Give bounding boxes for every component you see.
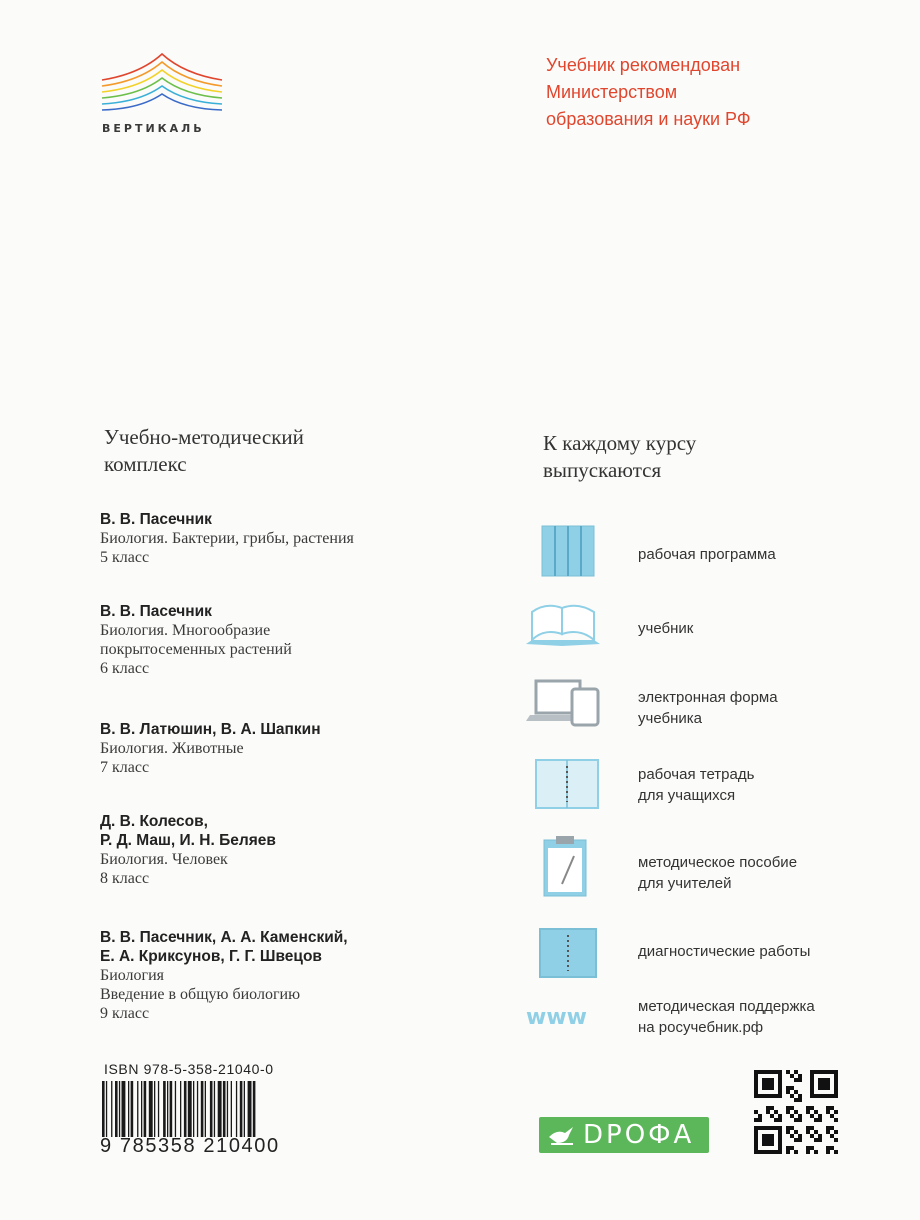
qr-module (810, 1070, 814, 1074)
qr-module (754, 1094, 758, 1098)
book-title: Биология (100, 967, 165, 984)
qr-module (818, 1094, 822, 1098)
qr-module (810, 1106, 814, 1110)
qr-module (834, 1074, 838, 1078)
qr-module (770, 1150, 774, 1154)
barcode-bar (119, 1081, 120, 1137)
bird-icon (547, 1123, 577, 1147)
folders-icon (522, 524, 604, 580)
qr-module (794, 1110, 798, 1114)
qr-module (822, 1082, 826, 1086)
qr-module (818, 1138, 822, 1142)
qr-module (810, 1074, 814, 1078)
barcode-bar (175, 1081, 176, 1137)
material-label: методическое пособие для учителей (638, 854, 798, 892)
qr-module (754, 1142, 758, 1146)
qr-module (778, 1074, 782, 1078)
material-item (522, 836, 862, 896)
qr-module (778, 1086, 782, 1090)
material-item (522, 925, 862, 985)
qr-module (758, 1118, 762, 1122)
qr-module (766, 1106, 770, 1110)
barcode-bar (154, 1081, 155, 1137)
barcode-bar (106, 1081, 107, 1137)
qr-module (814, 1138, 818, 1142)
material-label: учебник (638, 620, 694, 637)
book-authors: Д. В. Колесов, (100, 813, 208, 830)
book-grade: 9 класс (100, 1005, 150, 1022)
qr-module (754, 1138, 758, 1142)
book-title: Биология. Животные (100, 740, 244, 757)
qr-module (818, 1070, 822, 1074)
qr-module (770, 1142, 774, 1146)
qr-module (766, 1094, 770, 1098)
qr-module (834, 1150, 838, 1154)
barcode-number: 9 785358 210400 (100, 1135, 280, 1157)
barcode-bar (122, 1081, 126, 1137)
qr-module (834, 1086, 838, 1090)
qr-module (766, 1142, 770, 1146)
book-entry (100, 510, 354, 567)
material-item (522, 675, 862, 735)
qr-module (834, 1090, 838, 1094)
clipboard-icon (522, 836, 604, 898)
barcode-bar (197, 1081, 198, 1137)
barcode-bar (236, 1081, 237, 1137)
qr-module (830, 1126, 834, 1130)
devices-icon (522, 675, 604, 731)
qr-module (798, 1118, 802, 1122)
qr-module (790, 1146, 794, 1150)
qr-module (810, 1134, 814, 1138)
qr-module (754, 1082, 758, 1086)
qr-module (790, 1086, 794, 1090)
qr-module (770, 1078, 774, 1082)
qr-module (754, 1070, 758, 1074)
qr-module (770, 1134, 774, 1138)
qr-module (814, 1118, 818, 1122)
material-item (522, 992, 862, 1052)
barcode-bar (149, 1081, 153, 1137)
vertikal-logo (100, 50, 224, 120)
barcode-bar (111, 1081, 112, 1137)
material-item (522, 524, 862, 584)
barcode (100, 1081, 296, 1137)
barcode-bar (102, 1081, 105, 1137)
barcode-bar (223, 1081, 226, 1137)
qr-module (766, 1086, 770, 1090)
qr-module (758, 1070, 762, 1074)
qr-module (818, 1118, 822, 1122)
qr-module (790, 1114, 794, 1118)
qr-module (770, 1138, 774, 1142)
umk-heading: Учебно-методический комплекс (104, 425, 304, 476)
barcode-bar (253, 1081, 256, 1137)
qr-module (778, 1142, 782, 1146)
qr-module (826, 1146, 830, 1150)
material-item (522, 600, 862, 660)
barcode-bar (244, 1081, 245, 1137)
qr-module (830, 1146, 834, 1150)
recommendation-line: Учебник рекомендован (546, 55, 741, 75)
barcode-bar (131, 1081, 134, 1137)
qr-module (794, 1098, 798, 1102)
qr-module (762, 1094, 766, 1098)
barcode-bar (137, 1081, 138, 1137)
qr-module (806, 1130, 810, 1134)
qr-module (826, 1070, 830, 1074)
qr-module (766, 1110, 770, 1114)
qr-module (778, 1082, 782, 1086)
qr-module (758, 1126, 762, 1130)
barcode-bar (201, 1081, 204, 1137)
qr-module (794, 1138, 798, 1142)
qr-module (770, 1070, 774, 1074)
qr-module (826, 1130, 830, 1134)
qr-module (826, 1150, 830, 1154)
qr-module (798, 1114, 802, 1118)
book-title: Биология. Многообразие (100, 622, 271, 639)
qr-module (826, 1078, 830, 1082)
qr-module (766, 1134, 770, 1138)
qr-module (770, 1086, 774, 1090)
qr-module (834, 1094, 838, 1098)
qr-module (826, 1094, 830, 1098)
book-entry (100, 720, 321, 777)
qr-module (818, 1134, 822, 1138)
barcode-bar (167, 1081, 168, 1137)
qr-module (762, 1126, 766, 1130)
qr-module (786, 1090, 790, 1094)
qr-module (798, 1074, 802, 1078)
qr-module (762, 1086, 766, 1090)
barcode-bar (231, 1081, 232, 1137)
qr-module (762, 1138, 766, 1142)
qr-module (778, 1094, 782, 1098)
barcode-bar (170, 1081, 173, 1137)
qr-module (754, 1090, 758, 1094)
material-label: рабочая программа (638, 546, 776, 563)
qr-module (774, 1094, 778, 1098)
book-authors: В. В. Латюшин, В. А. Шапкин (100, 721, 321, 738)
qr-module (770, 1094, 774, 1098)
notebook-closed-icon (522, 925, 604, 981)
qr-module (814, 1094, 818, 1098)
qr-module (766, 1126, 770, 1130)
qr-module (778, 1126, 782, 1130)
qr-module (786, 1070, 790, 1074)
qr-module (758, 1114, 762, 1118)
barcode-bar (128, 1081, 129, 1137)
qr-module (814, 1070, 818, 1074)
qr-module (766, 1082, 770, 1086)
brand-text: DPOФA (583, 1120, 695, 1150)
material-label: рабочая тетрадь для учащихся (638, 766, 755, 804)
qr-module (774, 1070, 778, 1074)
barcode-bar (205, 1081, 206, 1137)
qr-module (766, 1070, 770, 1074)
isbn-text: ISBN 978-5-358-21040-0 (104, 1061, 274, 1077)
barcode-bar (210, 1081, 213, 1137)
qr-module (794, 1150, 798, 1154)
qr-module (818, 1114, 822, 1118)
qr-module (778, 1078, 782, 1082)
qr-module (754, 1118, 758, 1122)
qr-module (786, 1126, 790, 1130)
qr-module (774, 1126, 778, 1130)
qr-module (754, 1078, 758, 1082)
qr-module (786, 1106, 790, 1110)
qr-module (818, 1082, 822, 1086)
qr-module (818, 1086, 822, 1090)
qr-module (794, 1130, 798, 1134)
barcode-bar (163, 1081, 166, 1137)
book-entry (100, 928, 348, 1023)
book-entry (100, 602, 292, 678)
qr-module (810, 1090, 814, 1094)
qr-module (826, 1106, 830, 1110)
qr-module (830, 1094, 834, 1098)
book-authors: Е. А. Криксунов, Г. Г. Швецов (100, 948, 322, 965)
qr-module (754, 1134, 758, 1138)
qr-module (754, 1110, 758, 1114)
qr-module (806, 1126, 810, 1130)
book-title: покрытосеменных растений (100, 641, 292, 658)
qr-module (794, 1118, 798, 1122)
material-label: электронная форма учебника (638, 689, 778, 727)
barcode-bar (141, 1081, 142, 1137)
book-authors: Р. Д. Маш, И. Н. Беляев (100, 832, 276, 849)
qr-module (754, 1126, 758, 1130)
barcode-bar (240, 1081, 243, 1137)
qr-module (798, 1094, 802, 1098)
material-item (522, 756, 862, 816)
qr-module (810, 1078, 814, 1082)
barcode-bar (227, 1081, 228, 1137)
qr-module (778, 1118, 782, 1122)
notebook-icon (522, 756, 604, 812)
qr-module (754, 1086, 758, 1090)
qr-module (834, 1138, 838, 1142)
barcode-bar (193, 1081, 194, 1137)
qr-module (794, 1090, 798, 1094)
qr-module (826, 1110, 830, 1114)
qr-module (834, 1082, 838, 1086)
qr-module (766, 1150, 770, 1154)
qr-module (762, 1142, 766, 1146)
qr-module (814, 1130, 818, 1134)
qr-module (826, 1082, 830, 1086)
qr-module (762, 1082, 766, 1086)
qr-module (790, 1074, 794, 1078)
logo-text: ВЕРТИКАЛЬ (102, 122, 205, 135)
qr-module (770, 1126, 774, 1130)
qr-module (786, 1110, 790, 1114)
barcode-bar (248, 1081, 252, 1137)
qr-module (834, 1070, 838, 1074)
book-grade: 8 класс (100, 870, 150, 887)
qr-module (778, 1090, 782, 1094)
qr-module (790, 1094, 794, 1098)
book-authors: В. В. Пасечник (100, 511, 212, 528)
qr-module (770, 1114, 774, 1118)
barcode-bar (144, 1081, 147, 1137)
material-label: диагностические работы (638, 943, 811, 960)
qr-module (810, 1146, 814, 1150)
book-title: Биология. Человек (100, 851, 228, 868)
book-title: Введение в общую биологию (100, 986, 301, 1003)
barcode-bar (188, 1081, 192, 1137)
qr-module (830, 1114, 834, 1118)
qr-module (810, 1114, 814, 1118)
open-book-icon (522, 600, 604, 656)
qr-module (778, 1130, 782, 1134)
qr-module (786, 1150, 790, 1154)
qr-module (814, 1150, 818, 1154)
qr-module (822, 1094, 826, 1098)
qr-module (834, 1078, 838, 1082)
qr-module (778, 1150, 782, 1154)
book-authors: В. В. Пасечник (100, 603, 212, 620)
qr-module (826, 1086, 830, 1090)
qr-module (798, 1138, 802, 1142)
qr-module (766, 1138, 770, 1142)
qr-module (810, 1126, 814, 1130)
qr-module (798, 1078, 802, 1082)
book-authors: В. В. Пасечник, А. А. Каменский, (100, 929, 348, 946)
qr-module (778, 1070, 782, 1074)
barcode-bar (218, 1081, 222, 1137)
qr-module (786, 1086, 790, 1090)
courses-heading: К каждому курсу выпускаются (543, 431, 697, 482)
qr-module (770, 1106, 774, 1110)
qr-module (830, 1070, 834, 1074)
book-grade: 7 класс (100, 759, 150, 776)
qr-module (822, 1070, 826, 1074)
qr-module (786, 1146, 790, 1150)
qr-module (830, 1134, 834, 1138)
qr-module (798, 1134, 802, 1138)
qr-module (774, 1150, 778, 1154)
qr-module (762, 1078, 766, 1082)
qr-module (794, 1070, 798, 1074)
qr-module (806, 1150, 810, 1154)
qr-module (758, 1150, 762, 1154)
svg-text:www: www (526, 1005, 587, 1030)
drofa-logo (539, 1117, 709, 1153)
book-title: Биология. Бактерии, грибы, растения (100, 530, 354, 547)
qr-module (822, 1086, 826, 1090)
qr-module (810, 1094, 814, 1098)
barcode-bar (214, 1081, 215, 1137)
qr-module (806, 1106, 810, 1110)
barcode-bar (158, 1081, 159, 1137)
qr-module (810, 1086, 814, 1090)
qr-module (774, 1110, 778, 1114)
qr-module (762, 1134, 766, 1138)
qr-module (778, 1138, 782, 1142)
qr-module (790, 1134, 794, 1138)
qr-module (810, 1082, 814, 1086)
qr-module (786, 1130, 790, 1134)
qr-module (834, 1130, 838, 1134)
qr-module (762, 1150, 766, 1154)
qr-module (794, 1078, 798, 1082)
book-grade: 6 класс (100, 660, 150, 677)
qr-module (778, 1134, 782, 1138)
qr-module (806, 1146, 810, 1150)
qr-module (778, 1146, 782, 1150)
book-grade: 5 класс (100, 549, 150, 566)
qr-module (790, 1106, 794, 1110)
qr-module (770, 1082, 774, 1086)
qr-module (774, 1118, 778, 1122)
qr-module (818, 1078, 822, 1082)
material-label: методическая поддержка на росучебник.рф (638, 998, 815, 1036)
recommendation-line: Министерством (546, 82, 678, 102)
www-icon (522, 992, 604, 1048)
barcode-bar (180, 1081, 181, 1137)
qr-module (758, 1094, 762, 1098)
qr-module (826, 1126, 830, 1130)
qr-module (754, 1146, 758, 1150)
recommendation-line: образования и науки РФ (546, 109, 751, 129)
qr-module (754, 1150, 758, 1154)
book-entry (100, 812, 276, 888)
recommendation-text (546, 52, 886, 133)
barcode-bar (115, 1081, 118, 1137)
qr-module (790, 1126, 794, 1130)
qr-module (814, 1110, 818, 1114)
qr-module (822, 1078, 826, 1082)
barcode-bar (184, 1081, 187, 1137)
qr-module (766, 1078, 770, 1082)
qr-module (806, 1110, 810, 1114)
qr-module (754, 1074, 758, 1078)
qr-module (834, 1118, 838, 1122)
qr-module (834, 1110, 838, 1114)
qr-module (762, 1070, 766, 1074)
qr-module (754, 1130, 758, 1134)
qr-module (778, 1114, 782, 1118)
qr-module (798, 1098, 802, 1102)
qr-module (830, 1106, 834, 1110)
qr-code (754, 1070, 838, 1154)
